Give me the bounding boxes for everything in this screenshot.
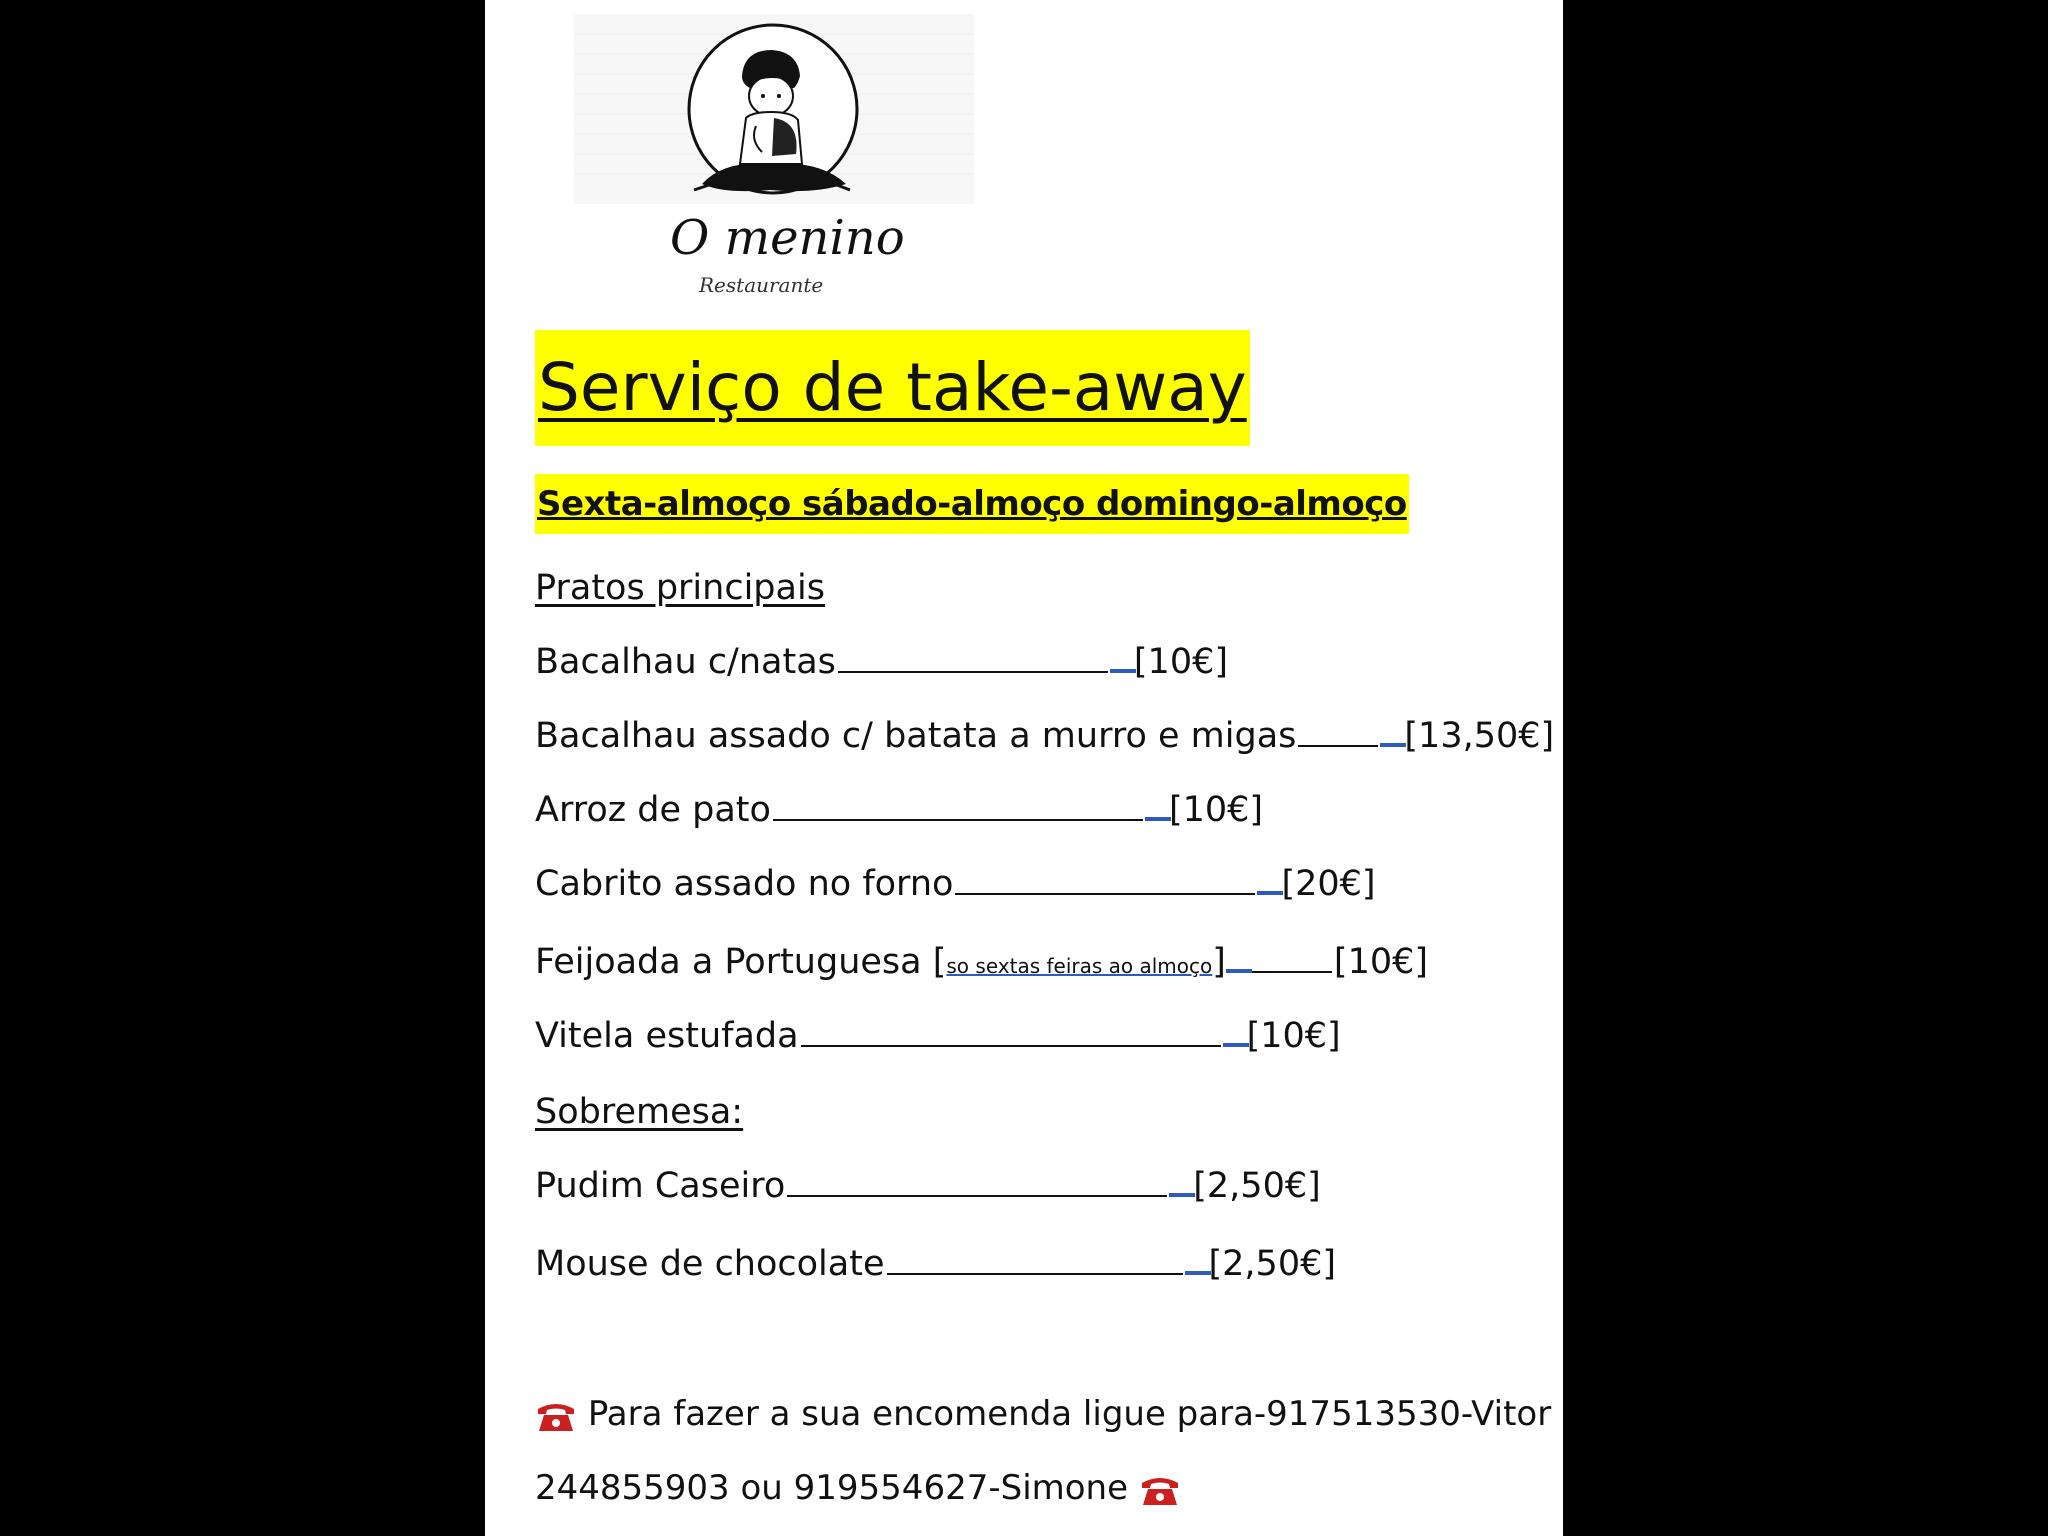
- item-name: Cabrito assado no forno: [535, 864, 954, 904]
- telephone-icon: [535, 1399, 577, 1433]
- service-days: Sexta-almoço sábado-almoço domingo-almoço: [535, 474, 1409, 534]
- item-price: [10€]: [1168, 790, 1264, 830]
- logo-name: O menino: [670, 210, 905, 266]
- item-name: Bacalhau assado c/ batata a murro e migas: [535, 716, 1297, 756]
- item-name: Pudim Caseiro: [535, 1166, 786, 1206]
- leader-line: [1298, 744, 1378, 747]
- contact-line-2: [535, 1468, 1181, 1508]
- leader-mark: [1380, 743, 1406, 747]
- leader-line: [887, 1272, 1183, 1275]
- item-price: [10€]: [1246, 1016, 1341, 1056]
- menu-item-vitela: [535, 1016, 1341, 1056]
- contact-line-1: [535, 1394, 1551, 1434]
- desserts-heading: Sobremesa:: [535, 1092, 744, 1132]
- leader-line: [801, 1044, 1221, 1047]
- menu-item-feijoada: [535, 942, 1428, 982]
- item-name: Bacalhau c/natas: [535, 642, 836, 682]
- menu-item-arroz-pato: [535, 790, 1263, 830]
- leader-line: [955, 892, 1255, 895]
- menu-item-bacalhau-natas: [535, 642, 1228, 682]
- restaurant-logo: [574, 14, 974, 299]
- item-price: [13,50€]: [1404, 716, 1555, 756]
- leader-line: [787, 1194, 1167, 1197]
- telephone-icon: [1139, 1473, 1181, 1507]
- item-name: Arroz de pato: [535, 790, 771, 830]
- item-note: so sextas feiras ao almoço: [946, 954, 1213, 978]
- leader-line: [838, 670, 1108, 673]
- menu-item-cabrito: [535, 864, 1376, 904]
- menu-item-mouse: [535, 1244, 1336, 1284]
- leader-mark: [1185, 1271, 1211, 1275]
- leader-mark: [1169, 1193, 1195, 1197]
- menu-item-bacalhau-assado: [535, 716, 1554, 756]
- leader-line: [773, 818, 1143, 821]
- leader-line: [1252, 970, 1332, 973]
- contact-text-1: Para fazer a sua encomenda ligue para-917513530-Vitor: [587, 1394, 1552, 1434]
- leader-mark: [1223, 1043, 1249, 1047]
- leader-mark: [1110, 669, 1136, 673]
- logo-sub: Restaurante: [699, 273, 824, 297]
- leader-mark: [1226, 969, 1252, 973]
- logo-illustration: [574, 14, 974, 299]
- document-page: [485, 0, 1563, 1536]
- item-name: Vitela estufada: [535, 1016, 799, 1056]
- menu-item-pudim: [535, 1166, 1321, 1206]
- item-name: Mouse de chocolate: [535, 1244, 885, 1284]
- leader-mark: [1145, 817, 1171, 821]
- item-price: [2,50€]: [1193, 1166, 1321, 1206]
- page-title: Serviço de take-away: [535, 330, 1250, 446]
- item-price: [2,50€]: [1208, 1244, 1337, 1284]
- item-price: [10€]: [1333, 942, 1429, 982]
- leader-mark: [1257, 891, 1283, 895]
- mains-heading: Pratos principais: [535, 568, 825, 608]
- item-price: [10€]: [1133, 642, 1229, 682]
- item-price: [20€]: [1281, 864, 1376, 904]
- item-note-close: ]: [1212, 942, 1226, 982]
- contact-text-2: 244855903 ou 919554627-Simone: [535, 1468, 1129, 1508]
- item-name: Feijoada a Portuguesa [: [535, 942, 947, 982]
